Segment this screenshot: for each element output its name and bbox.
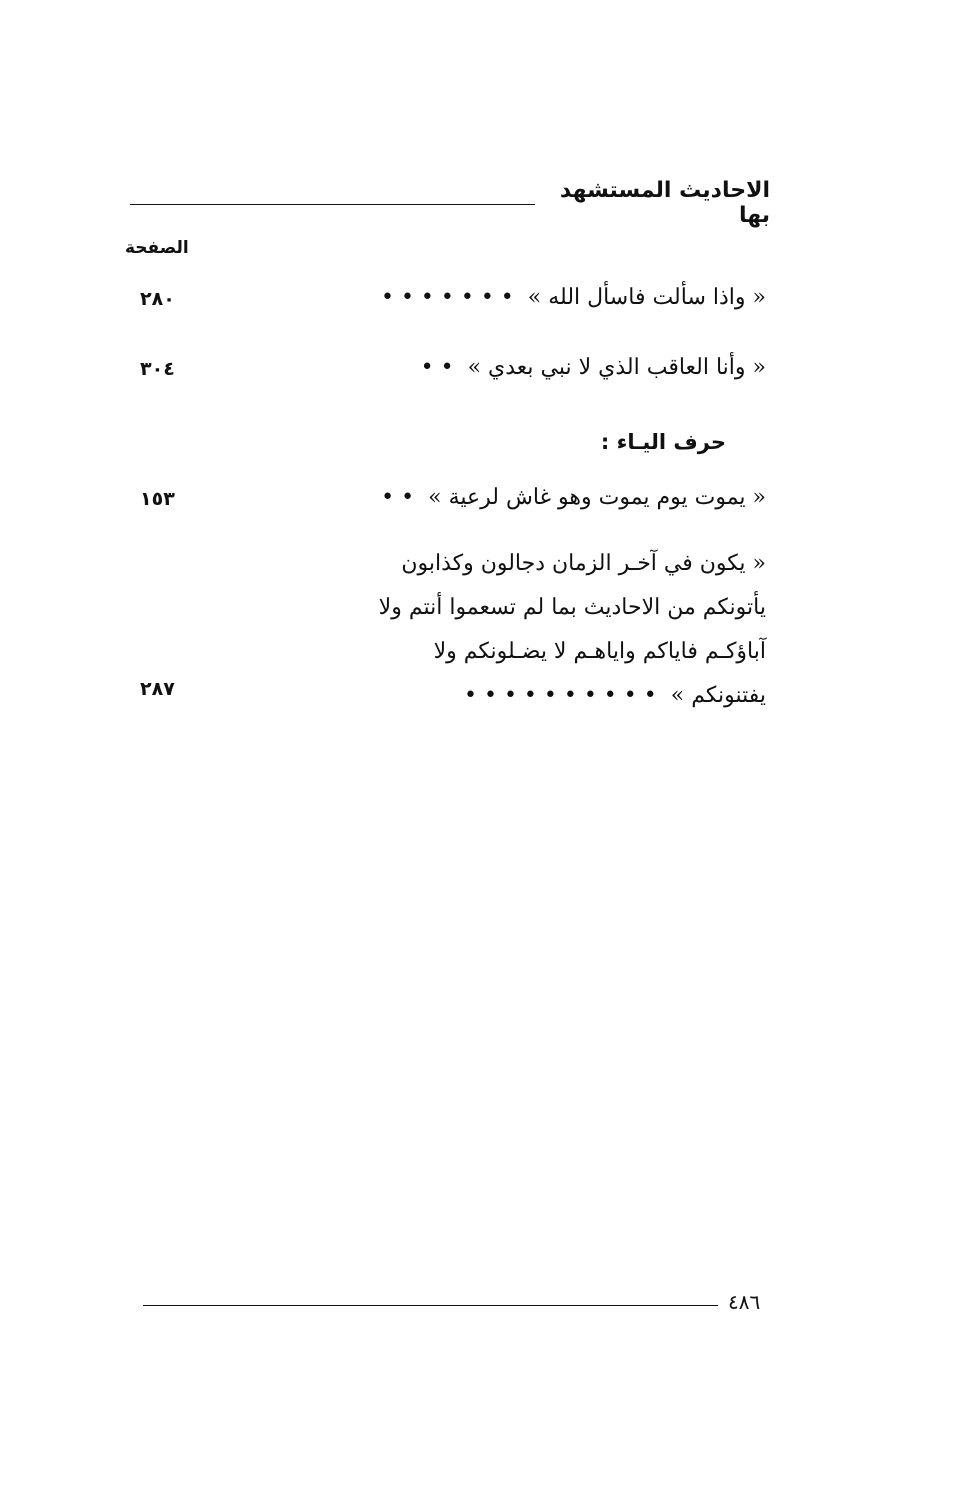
leader-dots: • •: [381, 485, 415, 510]
page-header-title: الاحاديث المستشهد بها: [559, 178, 770, 228]
leader-dots: • • • • • • • • • •: [464, 683, 657, 708]
hadith-entry: [335, 476, 766, 520]
hadith-text: « يموت يوم يموت وهو غاش لرعية »: [428, 485, 766, 510]
hadith-text: « واذا سألت فاسأل الله »: [527, 285, 766, 310]
footer-rule: [143, 1305, 718, 1306]
hadith-text: يفتنونكم »: [670, 683, 766, 708]
hadith-text-line: « يكون في آخـر الزمان دجالون وكذابون: [401, 551, 766, 576]
header-rule: [130, 204, 535, 205]
leader-dots: • •: [420, 355, 454, 380]
hadith-text-line: آباؤكـم فاياكم واياهـم لا يضـلونكم ولا: [433, 639, 766, 664]
hadith-entry: [335, 542, 766, 718]
page-number: ٤٨٦: [728, 1290, 761, 1314]
leader-dots: • • • • • • •: [380, 285, 514, 310]
hadith-entry: [335, 276, 766, 320]
hadith-text-line: يأتونكم من الاحاديث بما لم تسعموا أنتم ولا: [378, 595, 766, 620]
page-column-label: الصفحة: [125, 238, 189, 258]
hadith-text-line-last: [335, 674, 766, 718]
page-reference: ١٥٣: [140, 488, 175, 510]
page-reference: ٢٨٠: [140, 288, 175, 310]
section-heading: حرف اليـاء :: [600, 430, 726, 454]
hadith-entry: [335, 346, 766, 390]
hadith-text: « وأنا العاقب الذي لا نبي بعدي »: [467, 355, 766, 380]
page-reference: ٢٨٧: [140, 678, 175, 700]
page-reference: ٣٠٤: [140, 358, 175, 380]
